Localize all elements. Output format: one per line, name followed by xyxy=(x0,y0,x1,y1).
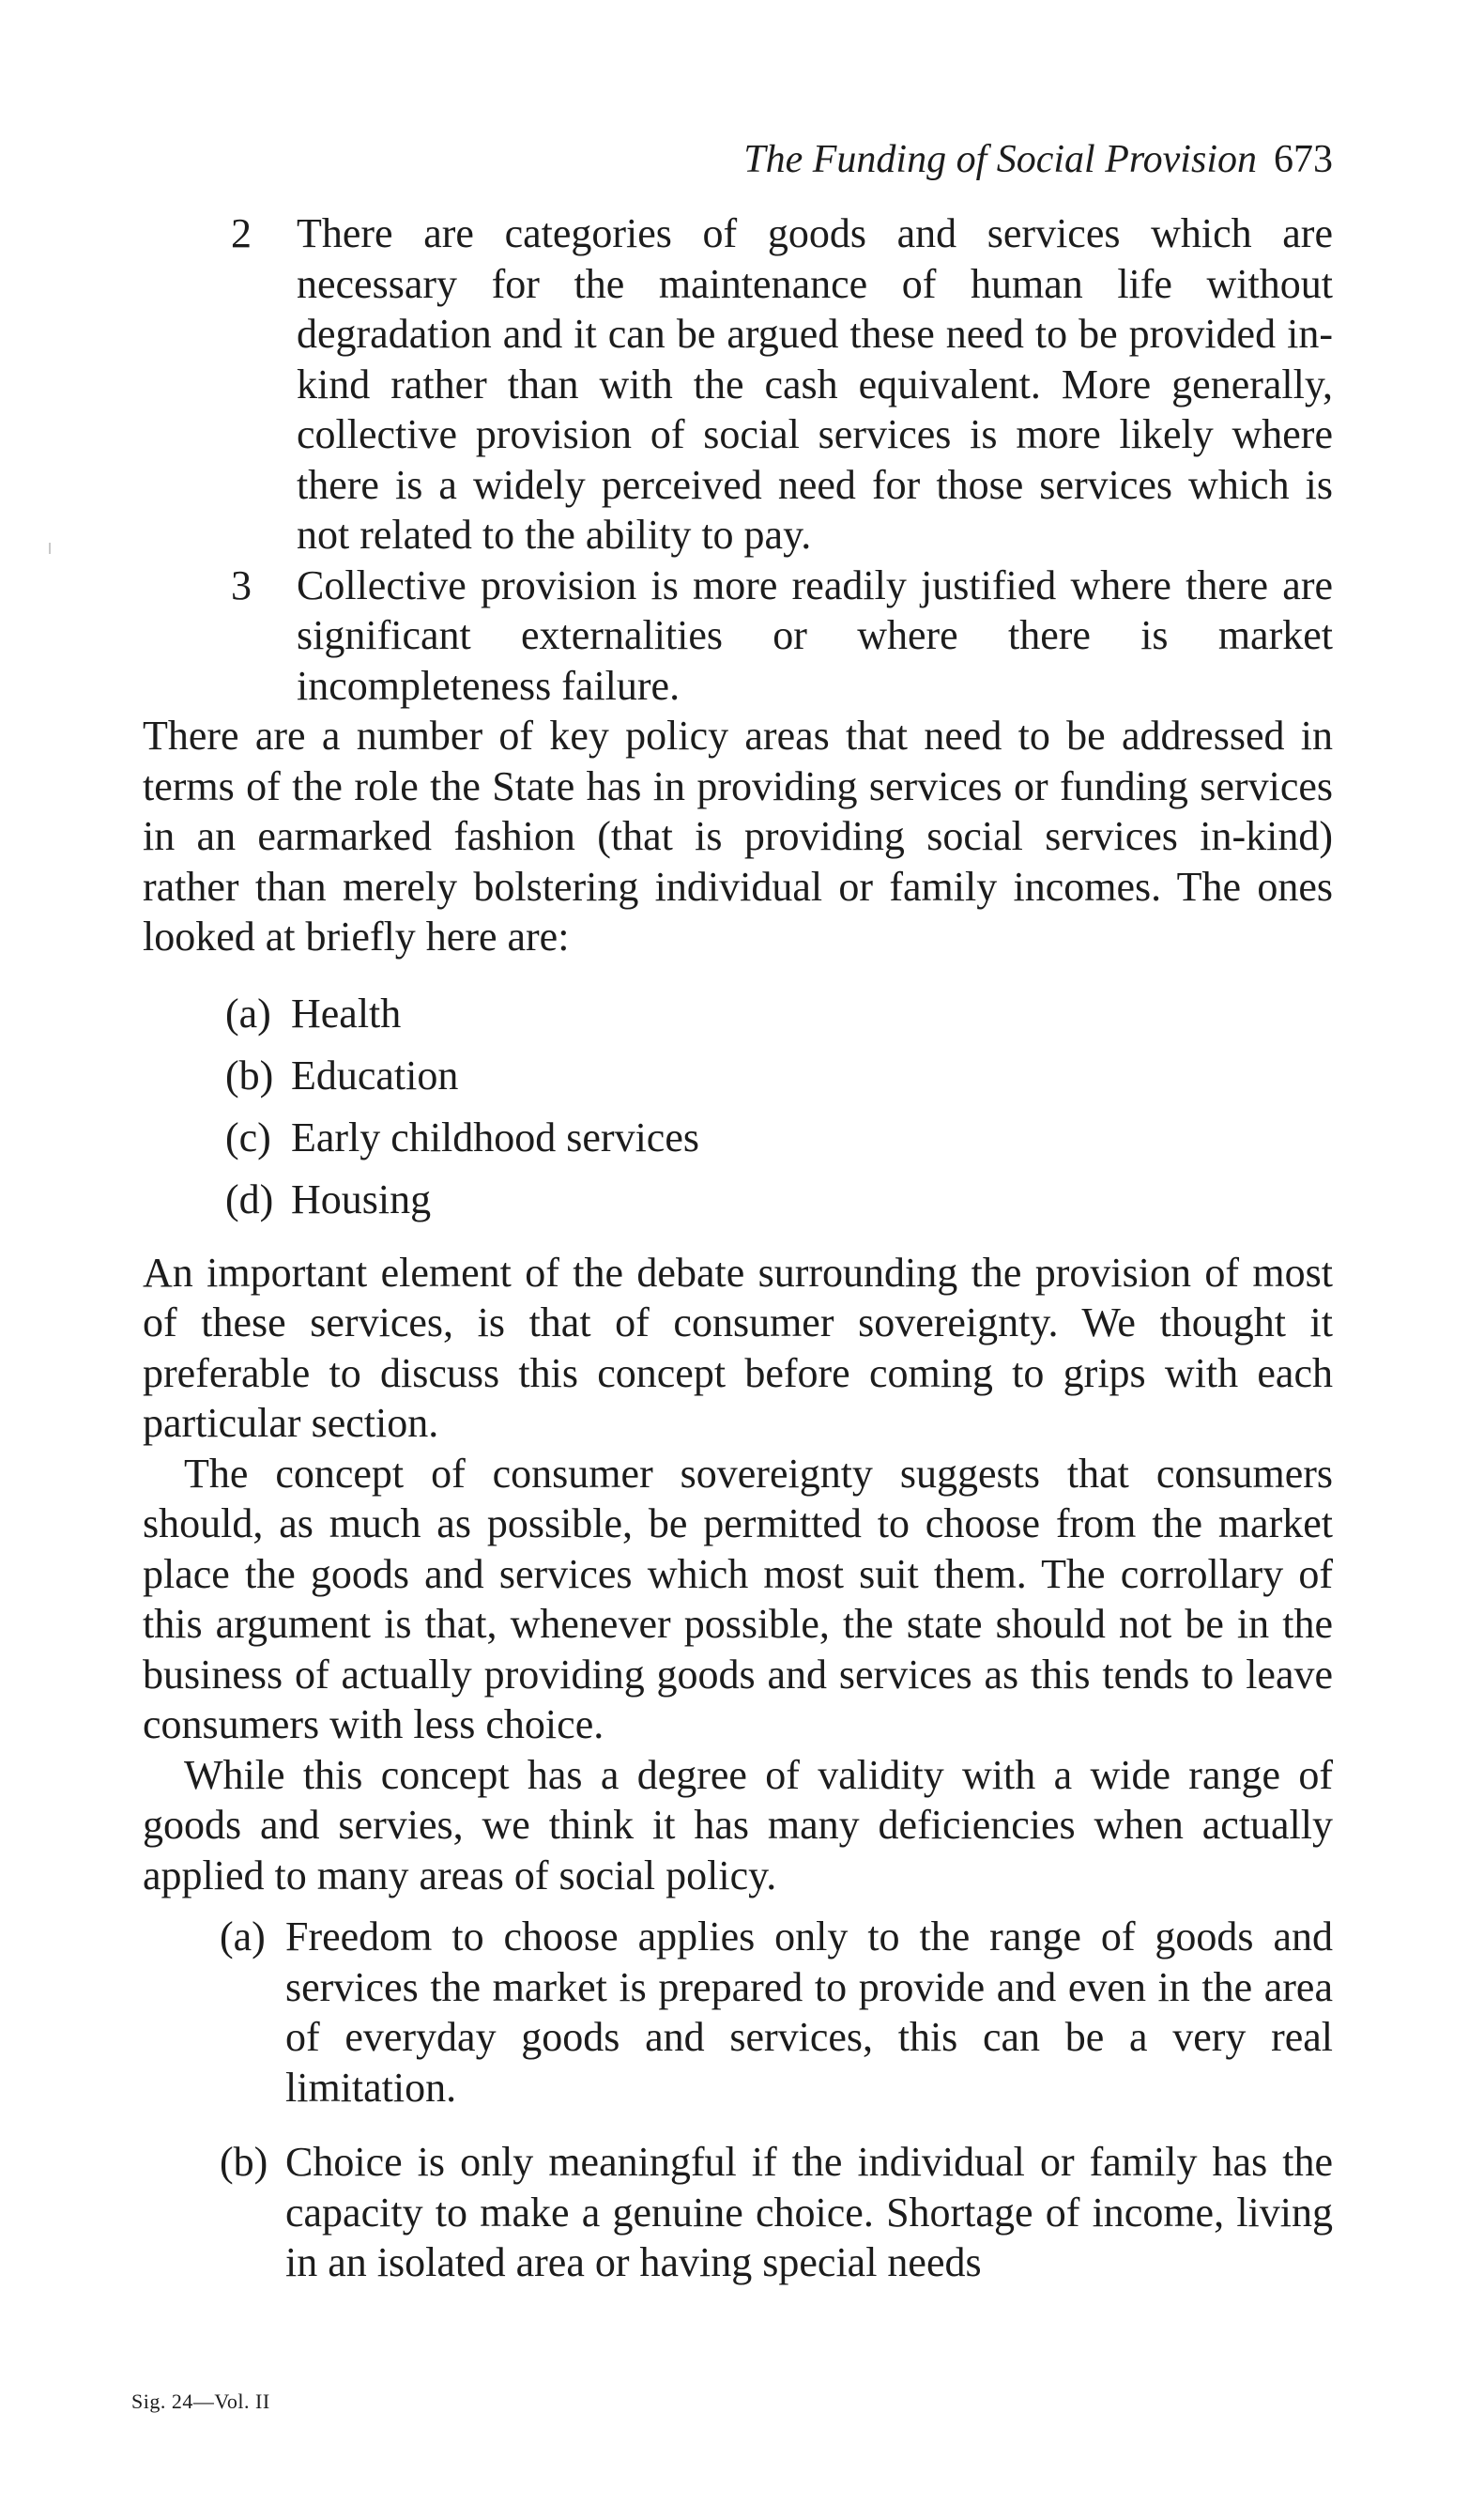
page-number: 673 xyxy=(1274,138,1333,181)
item-marker: (b) xyxy=(220,2139,268,2185)
list-marker: (a) xyxy=(225,990,271,1037)
paragraph-consumer-sovereignty: An important element of the debate surrounding the provision of most of these services, is that of consumer sovereignty. We thought it preferable to discuss this concept before coming to grips with each particular section. xyxy=(143,1249,1333,1446)
item-marker: (a) xyxy=(220,1913,266,1959)
item-number: 2 xyxy=(231,210,252,256)
list-marker: (d) xyxy=(225,1176,274,1222)
list-item xyxy=(225,1169,1333,1231)
item-text: Freedom to choose applies only to the range of goods and services the market is prepared to provide and even in the area of everyday goods and services, this can be a very real limitation. xyxy=(285,1913,1333,2111)
list-item xyxy=(225,1107,1333,1169)
running-header xyxy=(657,131,1333,188)
running-title: The Funding of Social Provision xyxy=(743,138,1257,181)
item-text: Choice is only meaningful if the individual or family has the capacity to make a genuine choice. Shortage of income, living in an isolated area or having special needs xyxy=(285,2139,1333,2285)
list-item xyxy=(225,1045,1333,1107)
list-marker: (c) xyxy=(225,1114,271,1160)
deficiency-item xyxy=(220,1912,1333,2113)
numbered-item xyxy=(231,561,1333,712)
item-text: Collective provision is more readily justified where there are significant externalities or where there is market incompleteness failure. xyxy=(297,561,1333,709)
margin-mark xyxy=(49,543,51,554)
paragraph-concept: The concept of consumer sovereignty suggests that consumers should, as much as possible, be permitted to choose from the market place the goods and services which most suit them. The corrollary of this argument is that, whenever possible, the state should not be in the business of actually providing goods and services as this tends to leave consumers with less choice. xyxy=(143,1450,1333,1747)
list-item xyxy=(225,983,1333,1045)
list-marker: (b) xyxy=(225,1052,274,1099)
deficiency-item xyxy=(220,2137,1333,2288)
paragraph-policy-areas: There are a number of key policy areas that need to be addressed in terms of the role the State has in providing services or funding services in an earmarked fashion (that is providing social services in-kind) rather than merely bolstering individual or family incomes. The ones looked at briefly here are: xyxy=(143,713,1333,960)
paragraph-validity: While this concept has a degree of validity with a wide range of goods and servies, we think it has many deficiencies when actually applied to many areas of social policy. xyxy=(143,1751,1333,1898)
list-label: Early childhood services xyxy=(291,1114,699,1160)
signature-mark: Sig. 24—Vol. II xyxy=(131,2390,270,2413)
item-number: 3 xyxy=(231,561,252,608)
item-text: There are categories of goods and services which are necessary for the maintenance of human life without degradation and it can be argued these need to be provided in-kind rather than with the cash equivalent. More generally, collective provision of social services is more likely where there is a widely perceived need for those services which is not related to the ability to pay. xyxy=(297,210,1333,558)
page-body xyxy=(143,208,1333,2288)
list-label: Health xyxy=(291,990,402,1037)
list-label: Housing xyxy=(291,1176,432,1222)
policy-areas-list xyxy=(143,983,1333,1231)
numbered-item xyxy=(231,208,1333,561)
list-label: Education xyxy=(291,1052,459,1099)
